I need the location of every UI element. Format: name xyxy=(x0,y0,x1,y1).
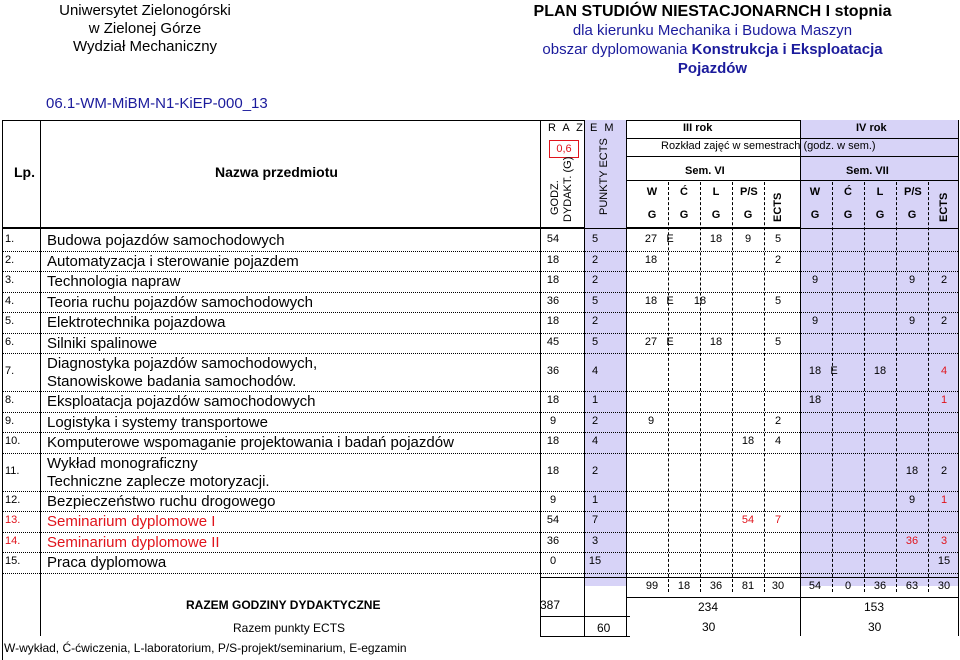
hours-value: 0 xyxy=(549,555,557,568)
year3-label: III rok xyxy=(683,122,713,134)
grid-hline xyxy=(626,597,958,598)
sem6-value: 18 xyxy=(644,294,658,307)
grid-dash xyxy=(832,182,833,592)
grid-dash xyxy=(764,182,765,592)
grid-line xyxy=(800,120,801,636)
sem6-ects: 5 xyxy=(774,294,782,307)
name-header: Nazwa przedmiotu xyxy=(215,164,338,180)
sem7-total-ects: 30 xyxy=(868,620,882,634)
subject-name: Seminarium dyplomowe II xyxy=(47,533,220,551)
col-header-s6: W xyxy=(646,186,658,198)
hours-value: 18 xyxy=(546,274,560,287)
sem7-ects: 3 xyxy=(940,534,948,547)
grid-line xyxy=(626,120,627,636)
lp-header: Lp. xyxy=(14,164,35,180)
university-city: w Zielonej Górze xyxy=(88,20,202,37)
row-number: 10. xyxy=(5,435,21,448)
ects-value: 1 xyxy=(591,493,599,506)
col-header-s7: P/S xyxy=(904,186,922,198)
subject-name: Bezpieczeństwo ruchu drogowego xyxy=(47,492,276,510)
sem6-ects: 2 xyxy=(774,253,782,266)
grid-hline xyxy=(626,138,958,139)
total-sem7-ects: 30 xyxy=(937,580,951,592)
hours-value: 18 xyxy=(546,394,560,407)
col-header-s7: W xyxy=(809,186,821,198)
title-line1: PLAN STUDIÓW NIESTACJONARNCH I stopnia xyxy=(533,3,892,20)
total-sem6-col: 81 xyxy=(741,580,755,592)
grid-line xyxy=(2,120,3,660)
hours-value: 18 xyxy=(546,435,560,448)
table-row xyxy=(0,491,960,512)
subject-name: Praca dyplomowa xyxy=(47,554,167,572)
sem7-label: Sem. VII xyxy=(846,165,889,177)
g-header-s6: G xyxy=(711,209,721,221)
subject-name: Silniki spalinowe xyxy=(47,334,158,352)
sem7-value: 9 xyxy=(811,315,819,328)
sem6-value: 18 xyxy=(709,233,723,246)
row-number: 3. xyxy=(5,274,15,287)
sem7-ects: 2 xyxy=(940,274,948,287)
godz-header: GODZ. xyxy=(549,180,561,215)
row-separator xyxy=(2,573,958,574)
row-number: 2. xyxy=(5,253,15,266)
col-header-s7: Ć xyxy=(844,186,852,198)
total-sem7-col: 63 xyxy=(905,580,919,592)
sem6-value: 18 xyxy=(709,335,723,348)
total-ects-label: Razem punkty ECTS xyxy=(233,621,346,635)
row-number: 5. xyxy=(5,315,15,328)
hours-value: 54 xyxy=(546,233,560,246)
razem-label: R A Z E M xyxy=(548,122,616,134)
sem6-value: 18 xyxy=(644,253,658,266)
legend: W-wykład, Ć-ćwiczenia, L-laboratorium, P/S-projekt/seminarium, E-egzamin xyxy=(4,641,407,655)
g-header-s6: G xyxy=(743,209,753,221)
schedule-label: Rozkład zajęć w semestrach (godz. w sem.) xyxy=(661,140,876,152)
grid-hline xyxy=(540,636,630,637)
sem7-value: E xyxy=(830,365,838,377)
row-number: 6. xyxy=(5,335,15,348)
ects-value: 5 xyxy=(591,233,599,246)
sem7-value: 36 xyxy=(905,534,919,547)
grid-line xyxy=(958,120,959,636)
sem7-ects: 2 xyxy=(940,315,948,328)
total-sem7-col: 54 xyxy=(808,580,822,592)
hours-value: 45 xyxy=(546,335,560,348)
grid-line xyxy=(584,120,585,636)
grid-dash xyxy=(732,182,733,592)
total-sem6-col: 36 xyxy=(709,580,723,592)
sem7-value: 9 xyxy=(908,493,916,506)
sem7-ects: 1 xyxy=(940,394,948,407)
grid-dash xyxy=(668,182,669,592)
ects-value: 4 xyxy=(591,365,599,377)
table-row xyxy=(0,532,960,553)
ects-value: 1 xyxy=(591,394,599,407)
hours-value: 36 xyxy=(546,365,560,377)
hours-value: 18 xyxy=(546,464,560,477)
sem7-value: 9 xyxy=(908,274,916,287)
subject-name: Logistyka i systemy transportowe xyxy=(47,413,268,431)
university-name: Uniwersytet Zielonogórski xyxy=(59,2,231,19)
sem6-ects: 4 xyxy=(774,435,782,448)
sem6-ects: 5 xyxy=(774,335,782,348)
sem6-value: 9 xyxy=(744,233,752,246)
ratio-box: 0,6 xyxy=(549,140,579,158)
subject-name: Technologia napraw xyxy=(47,273,181,291)
grid-hline xyxy=(540,577,958,578)
year4-label: IV rok xyxy=(856,122,887,134)
table-row xyxy=(0,251,960,272)
ects-value: 2 xyxy=(591,464,599,477)
row-number: 9. xyxy=(5,414,15,427)
total-sem7-col: 36 xyxy=(873,580,887,592)
table-row xyxy=(0,552,960,573)
sem6-value: 18 xyxy=(693,294,707,307)
subject-name-line2: Stanowiskowe badania samochodów. xyxy=(47,373,297,390)
grid-dash xyxy=(896,182,897,592)
ects-header-s7: ECTS xyxy=(938,192,950,222)
ects-value: 3 xyxy=(591,534,599,547)
hours-value: 36 xyxy=(546,294,560,307)
hours-value: 54 xyxy=(546,514,560,527)
g-header-s7: G xyxy=(875,209,885,221)
row-number: 8. xyxy=(5,394,15,407)
sem6-value: 27 xyxy=(644,335,658,348)
grid-dash xyxy=(864,182,865,592)
total-sem7-col: 0 xyxy=(844,580,852,592)
total-sem6-col: 18 xyxy=(677,580,691,592)
ects-value: 5 xyxy=(591,294,599,307)
sem6-total-ects: 30 xyxy=(702,620,716,634)
total-hours-value: 387 xyxy=(540,598,561,612)
sem7-ects: 1 xyxy=(940,493,948,506)
ects-value: 7 xyxy=(591,514,599,527)
total-sem6-col: 99 xyxy=(645,580,659,592)
total-sem6-ects: 30 xyxy=(771,580,785,592)
faculty-name: Wydział Mechaniczny xyxy=(72,38,218,55)
sem7-value: 9 xyxy=(811,274,819,287)
g-header-s7: G xyxy=(907,209,917,221)
hours-value: 36 xyxy=(546,534,560,547)
row-number: 14. xyxy=(5,534,21,547)
subject-name: Eksploatacja pojazdów samochodowych xyxy=(47,393,316,411)
hours-value: 18 xyxy=(546,253,560,266)
ects-value: 4 xyxy=(591,435,599,448)
ects-value: 2 xyxy=(591,253,599,266)
sem7-total-hours: 153 xyxy=(864,600,885,614)
g-header-s6: G xyxy=(679,209,689,221)
grid-line xyxy=(540,120,541,636)
sem6-ects: 2 xyxy=(774,414,782,427)
row-number: 12. xyxy=(5,493,21,506)
row-number: 15. xyxy=(5,555,21,568)
table-row xyxy=(0,432,960,453)
col-header-s6: Ć xyxy=(680,186,688,198)
ects-points-header: PUNKTY ECTS xyxy=(598,138,610,215)
sem6-value: 27 xyxy=(644,233,658,246)
table-row xyxy=(0,271,960,292)
sem7-value: 18 xyxy=(808,365,822,377)
sem7-ects: 4 xyxy=(940,365,948,377)
subject-name: Seminarium dyplomowe I xyxy=(47,513,216,531)
sem7-ects: 2 xyxy=(940,464,948,477)
table-row xyxy=(0,353,960,391)
ects-value: 2 xyxy=(591,315,599,328)
sem6-value: E xyxy=(666,294,674,307)
g-header-s7: G xyxy=(843,209,853,221)
sem6-value: 9 xyxy=(647,414,655,427)
col-header-s7: L xyxy=(876,186,884,198)
table-row xyxy=(0,312,960,333)
grid-hline xyxy=(626,180,958,181)
sem6-value: E xyxy=(666,335,674,348)
sem7-value: 9 xyxy=(908,315,916,328)
title-line4: Pojazdów xyxy=(677,60,748,77)
ects-value: 15 xyxy=(588,555,602,568)
sem6-ects: 7 xyxy=(774,514,782,527)
g-header-s6: G xyxy=(647,209,657,221)
sem7-value: 18 xyxy=(808,394,822,407)
table-row xyxy=(0,391,960,412)
sem7-value: 18 xyxy=(873,365,887,377)
sem7-value: 18 xyxy=(905,464,919,477)
table-row xyxy=(0,230,960,251)
dydakt-header: DYDAKT. (G) xyxy=(562,156,574,222)
row-number: 13. xyxy=(5,514,21,527)
subject-name-line2: Techniczne zaplecze motoryzacji. xyxy=(47,472,270,490)
ects-value: 2 xyxy=(591,274,599,287)
plan-code: 06.1-WM-MiBM-N1-KiEP-000_13 xyxy=(46,95,268,112)
ects-value: 2 xyxy=(591,414,599,427)
row-number: 7. xyxy=(5,365,15,377)
subject-name: Wykład monograficzny xyxy=(47,454,198,472)
grid-hline xyxy=(540,616,630,617)
subject-name: Diagnostyka pojazdów samochodowych, xyxy=(47,355,318,372)
sem6-value: E xyxy=(666,233,674,246)
subject-name: Automatyzacja i sterowanie pojazdem xyxy=(47,252,299,270)
university-block xyxy=(40,2,250,56)
hours-value: 18 xyxy=(546,315,560,328)
grid-dash xyxy=(928,182,929,592)
ects-header-s6: ECTS xyxy=(772,192,784,222)
grid-line xyxy=(40,120,41,636)
sem6-label: Sem. VI xyxy=(685,165,725,177)
hours-value: 9 xyxy=(549,414,557,427)
plan-title xyxy=(505,2,920,78)
sem6-ects: 5 xyxy=(774,233,782,246)
sem7-ects: 15 xyxy=(937,555,951,568)
sem6-value: 54 xyxy=(741,514,755,527)
subject-name: Komputerowe wspomaganie projektowania i badań pojazdów xyxy=(47,434,454,452)
total-hours-label: RAZEM GODZINY DYDAKTYCZNE xyxy=(186,598,381,612)
col-header-s6: P/S xyxy=(740,186,758,198)
hours-value: 9 xyxy=(549,493,557,506)
title-line2: dla kierunku Mechanika i Budowa Maszyn xyxy=(572,22,853,39)
table-row xyxy=(0,292,960,313)
table-row xyxy=(0,333,960,354)
row-number: 4. xyxy=(5,294,15,307)
row-number: 11. xyxy=(5,464,20,477)
grid-hline xyxy=(2,228,958,229)
table-row xyxy=(0,511,960,532)
subject-name: Budowa pojazdów samochodowych xyxy=(47,232,285,250)
col-header-s6: L xyxy=(712,186,720,198)
sem6-total-hours: 234 xyxy=(698,600,719,614)
subject-name: Elektrotechnika pojazdowa xyxy=(47,314,226,332)
title-line3: obszar dyplomowania Konstrukcja i Eksploatacja xyxy=(542,41,883,58)
grid-dash xyxy=(700,182,701,592)
ects-value: 5 xyxy=(591,335,599,348)
table-row xyxy=(0,453,960,491)
subject-name: Teoria ruchu pojazdów samochodowych xyxy=(47,293,313,311)
grid-hline xyxy=(626,156,958,157)
table-row xyxy=(0,412,960,433)
sem6-value: 18 xyxy=(741,435,755,448)
total-ects-value: 60 xyxy=(597,621,611,635)
g-header-s7: G xyxy=(810,209,820,221)
row-number: 1. xyxy=(5,233,15,246)
